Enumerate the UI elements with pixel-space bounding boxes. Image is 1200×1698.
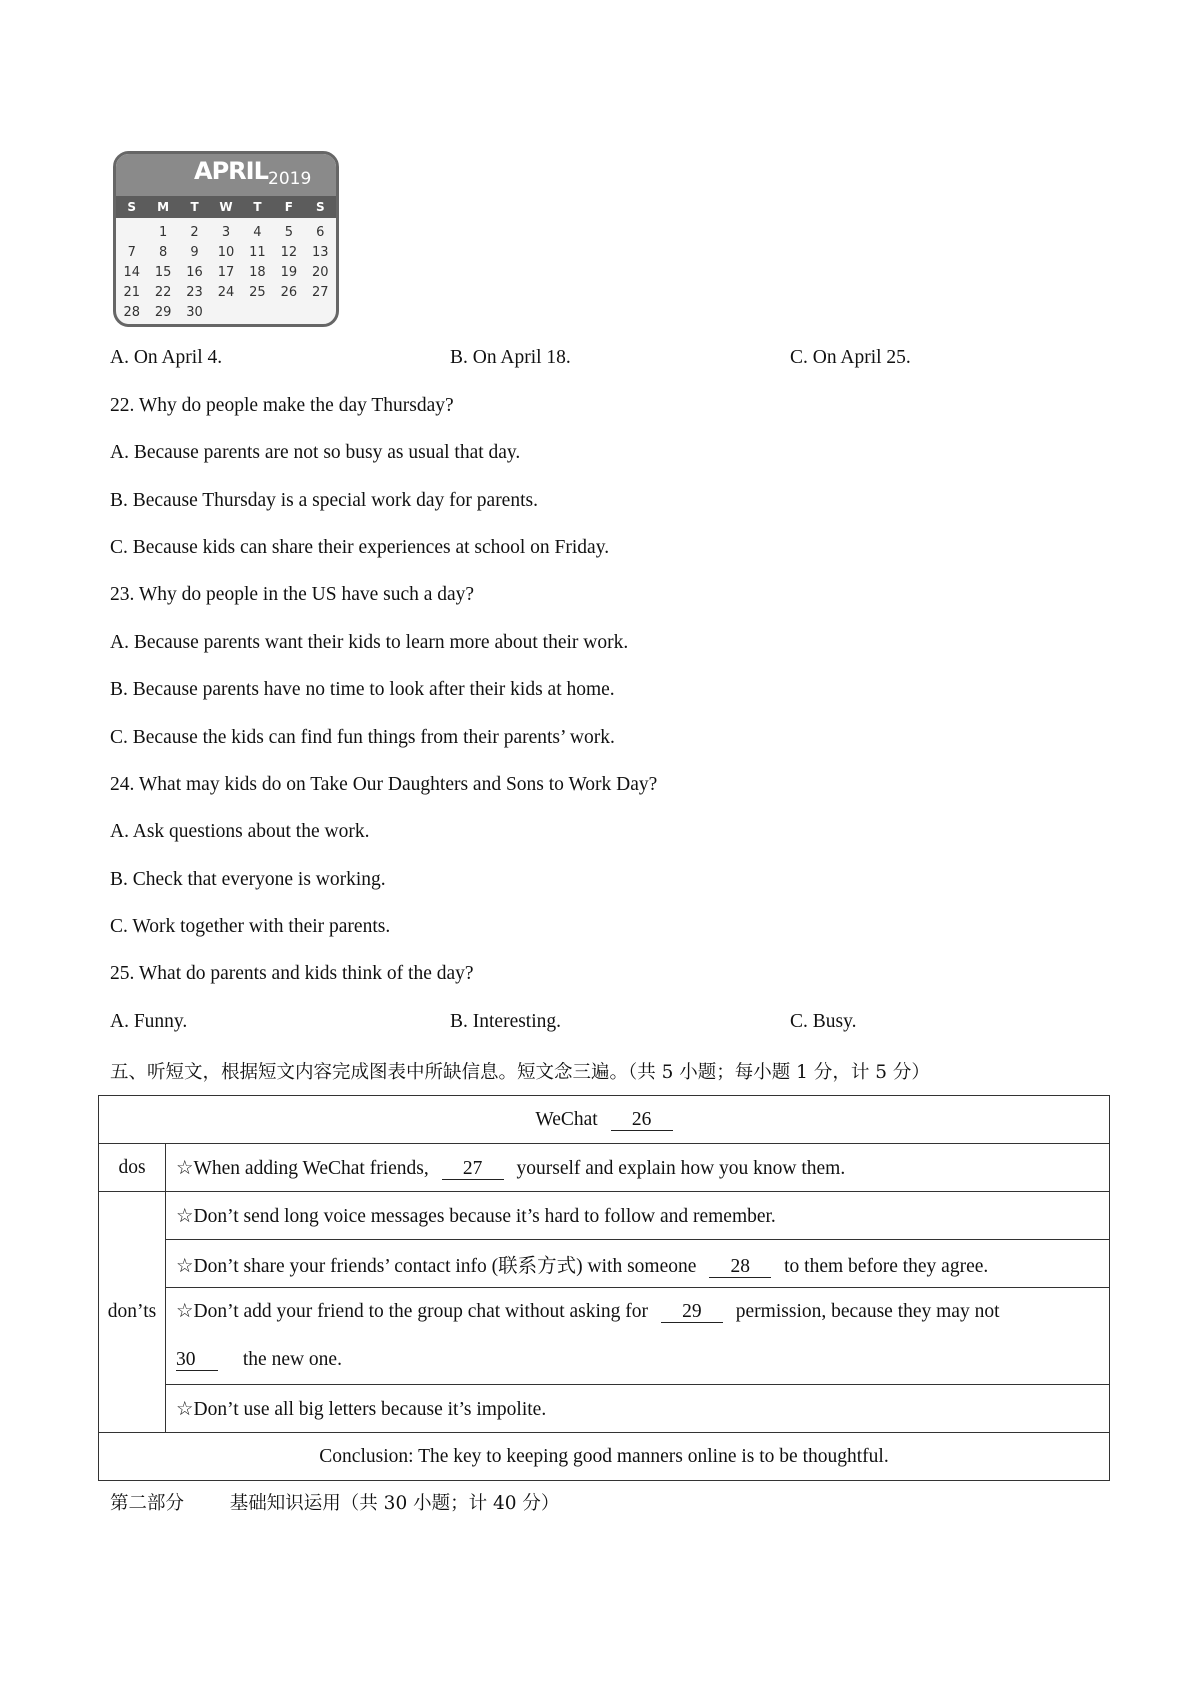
calendar-day: 7 xyxy=(127,244,136,260)
calendar-weekday: T xyxy=(253,200,262,214)
calendar-day: 19 xyxy=(280,264,298,280)
dont-item-3-line-1 xyxy=(176,1288,1099,1336)
dont-item-3-line-2 xyxy=(176,1336,1099,1384)
calendar-day: 27 xyxy=(312,284,329,300)
blank-29: 29 xyxy=(661,1302,723,1323)
calendar-day: 8 xyxy=(158,244,168,260)
calendar-day: 10 xyxy=(217,244,235,260)
q24-option-c: C. Work together with their parents. xyxy=(110,916,391,937)
calendar-day: 22 xyxy=(154,284,172,300)
part2-heading xyxy=(110,1489,559,1515)
donts-label: don’ts xyxy=(99,1192,166,1433)
calendar-day: 15 xyxy=(154,264,172,280)
dos-row xyxy=(99,1144,1110,1192)
q24-option-b: B. Check that everyone is working. xyxy=(110,869,386,890)
q22-option-c: C. Because kids can share their experiences at school on Friday. xyxy=(110,537,610,558)
q25-option-a: A. Funny. xyxy=(110,1011,188,1032)
calendar-day: 6 xyxy=(316,224,325,240)
calendar-weekday: S xyxy=(315,200,325,214)
table-title-prefix: WeChat xyxy=(535,1108,598,1130)
calendar-day: 17 xyxy=(217,264,235,280)
donts-row-2 xyxy=(99,1240,1110,1288)
wechat-manners-table xyxy=(98,1095,1110,1481)
calendar-day: 13 xyxy=(312,244,329,260)
blank-28: 28 xyxy=(709,1257,771,1278)
calendar-day: 23 xyxy=(186,284,203,300)
calendar-day: 29 xyxy=(154,304,172,320)
q24-question: 24. What may kids do on Take Our Daughters and Sons to Work Day? xyxy=(110,774,658,795)
calendar-day: 2 xyxy=(190,224,199,240)
calendar-day: 16 xyxy=(186,264,203,280)
q24-option-a: A. Ask questions about the work. xyxy=(110,821,370,842)
dos-item-1-text-b: yourself and explain how you know them. xyxy=(516,1157,846,1179)
calendar-day: 12 xyxy=(280,244,298,260)
calendar-year: 2019 xyxy=(268,169,312,189)
q23-question: 23. Why do people in the US have such a day? xyxy=(110,584,475,605)
dont-item-1: ☆Don’t send long voice messages because it’s hard to follow and remember. xyxy=(166,1192,1110,1240)
table-title-cell xyxy=(99,1096,1110,1144)
q22-question: 22. Why do people make the day Thursday? xyxy=(110,395,454,416)
april-calendar-image xyxy=(113,151,339,327)
calendar-day: 21 xyxy=(123,284,140,300)
calendar-day: 26 xyxy=(280,284,298,300)
blank-26: 26 xyxy=(611,1110,673,1131)
dont-item-3-text-a: ☆Don’t add your friend to the group chat without asking for xyxy=(176,1301,649,1322)
calendar-day: 24 xyxy=(217,284,235,300)
conclusion-row xyxy=(99,1433,1110,1481)
calendar-day: 25 xyxy=(249,284,266,300)
donts-row-3 xyxy=(99,1288,1110,1385)
calendar-day: 14 xyxy=(123,264,140,280)
calendar-weekday: W xyxy=(219,200,233,214)
donts-row-4 xyxy=(99,1385,1110,1433)
calendar-weekday: M xyxy=(157,200,170,214)
donts-row-1 xyxy=(99,1192,1110,1240)
q22-option-a: A. Because parents are not so busy as usual that day. xyxy=(110,442,521,463)
dont-item-4: ☆Don’t use all big letters because it’s impolite. xyxy=(166,1385,1110,1433)
calendar-day: 18 xyxy=(249,264,266,280)
q21-option-a: A. On April 4. xyxy=(110,347,223,368)
part2-title: 第二部分 xyxy=(110,1493,185,1514)
dont-item-3-text-b: permission, because they may not xyxy=(735,1301,1000,1322)
conclusion-cell: Conclusion: The key to keeping good manners online is to be thoughtful. xyxy=(99,1433,1110,1481)
section5-title: 五、听短文，根据短文内容完成图表中所缺信息。短文念三遍。（共 5 小题；每小题 1 分，计 5 分） xyxy=(110,1062,930,1083)
q23-option-b: B. Because parents have no time to look after their kids at home. xyxy=(110,679,615,700)
calendar-day: 4 xyxy=(253,224,262,240)
part2-subtitle: 基础知识运用（共 30 小题；计 40 分） xyxy=(229,1493,560,1514)
blank-27: 27 xyxy=(442,1159,504,1180)
q21-option-c: C. On April 25. xyxy=(790,347,911,368)
dont-item-2-text-b: to them before they agree. xyxy=(784,1255,989,1277)
calendar-weekday: S xyxy=(127,200,137,214)
calendar-weekday: F xyxy=(284,200,293,214)
calendar-day: 5 xyxy=(284,224,293,240)
q25-option-c: C. Busy. xyxy=(790,1011,857,1032)
dos-label: dos xyxy=(99,1144,166,1192)
calendar-day: 28 xyxy=(123,304,140,320)
q22-option-b: B. Because Thursday is a special work day for parents. xyxy=(110,490,538,511)
calendar-day: 20 xyxy=(312,264,329,280)
dont-item-3 xyxy=(166,1288,1110,1385)
dont-item-2-text-a: ☆Don’t share your friends’ contact info (联系方式) with someone xyxy=(176,1255,697,1277)
calendar-day: 30 xyxy=(186,304,203,320)
calendar-days xyxy=(116,218,336,322)
q25-question: 25. What do parents and kids think of the day? xyxy=(110,963,474,984)
calendar-weekday: T xyxy=(190,200,199,214)
q23-option-c: C. Because the kids can find fun things from their parents’ work. xyxy=(110,727,615,748)
dont-item-3-text-c: the new one. xyxy=(242,1349,342,1370)
q21-option-b: B. On April 18. xyxy=(450,347,571,368)
q23-option-a: A. Because parents want their kids to learn more about their work. xyxy=(110,632,629,653)
dont-item-2 xyxy=(166,1240,1110,1288)
calendar-header xyxy=(116,154,336,196)
q25-option-b: B. Interesting. xyxy=(450,1011,562,1032)
table-title-row xyxy=(99,1096,1110,1144)
calendar-day: 3 xyxy=(221,224,231,240)
dos-item-1 xyxy=(166,1144,1110,1192)
calendar-month: APRIL xyxy=(194,157,268,185)
calendar-day: 11 xyxy=(249,244,266,260)
dos-item-1-text-a: ☆When adding WeChat friends, xyxy=(176,1157,429,1179)
calendar-weekdays xyxy=(116,196,336,218)
blank-30: 30 xyxy=(176,1350,218,1371)
calendar-day: 1 xyxy=(158,224,168,240)
calendar-day: 9 xyxy=(190,244,199,260)
